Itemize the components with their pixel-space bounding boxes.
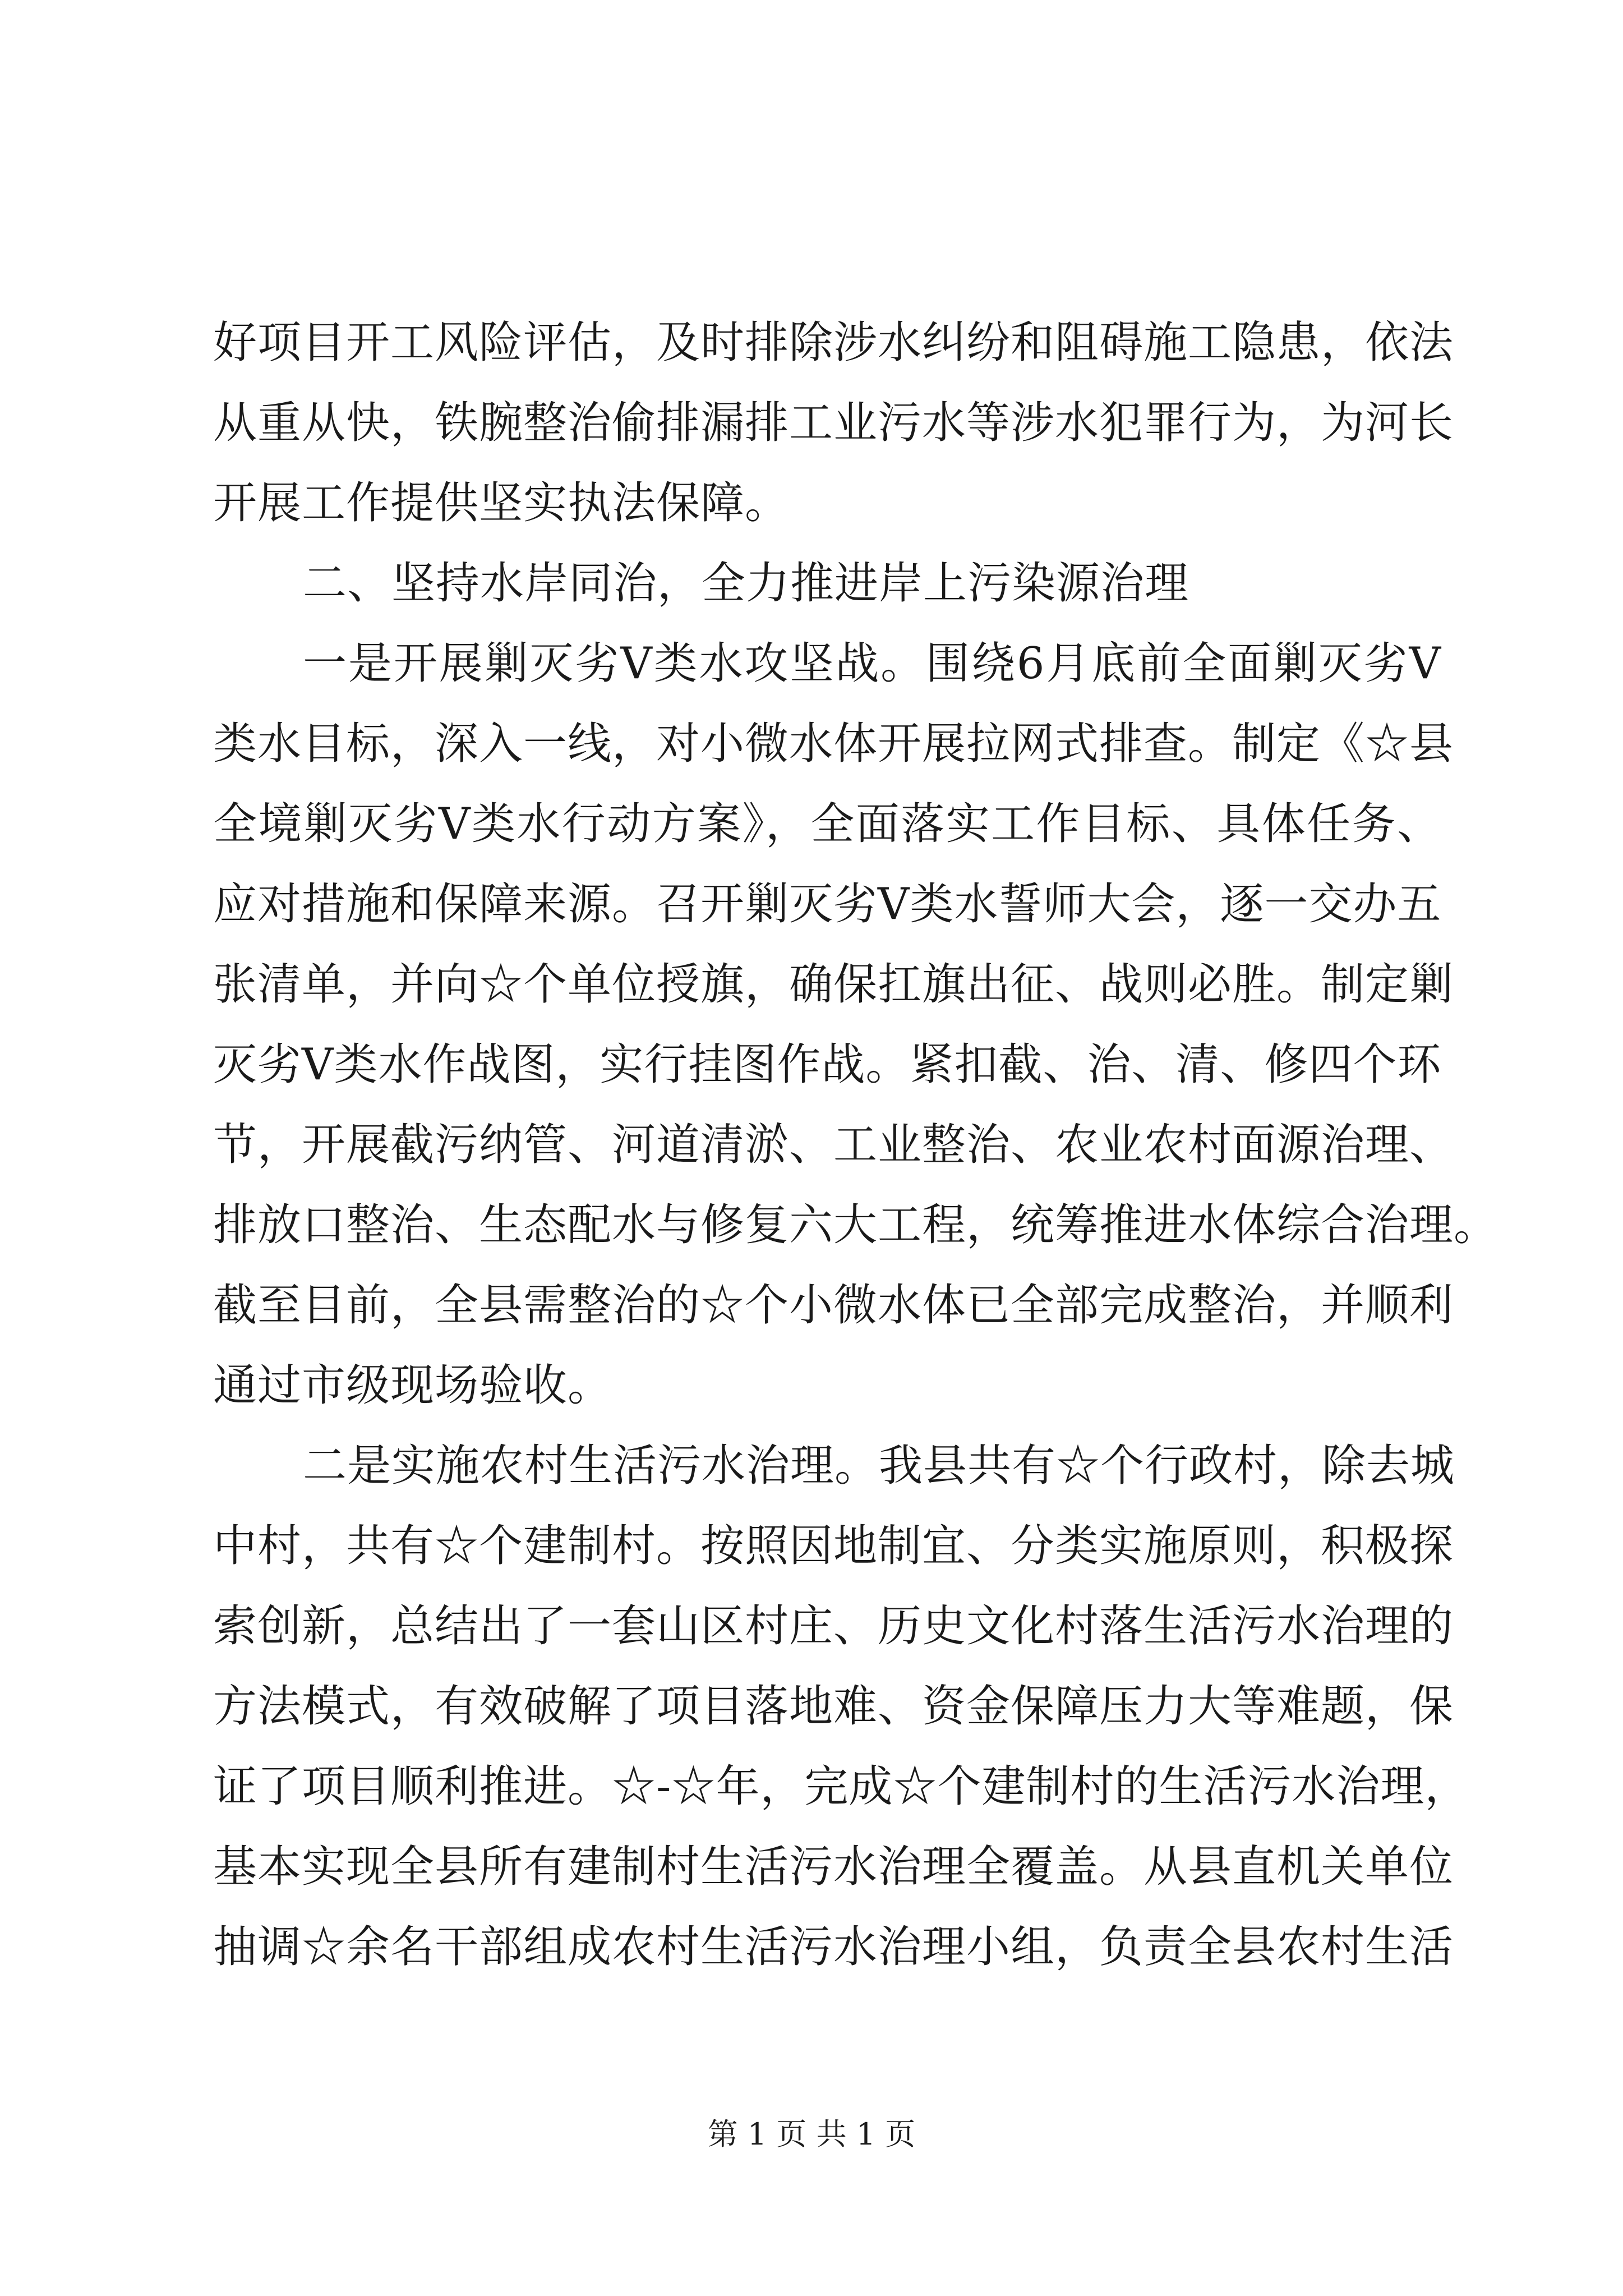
body-text bbox=[213, 303, 1498, 1987]
text-line: 二是实施农村生活污水治理。我县共有☆个行政村，除去城 bbox=[303, 1441, 1455, 1491]
page-number-footer: 第 1 页 共 1 页 bbox=[707, 2116, 916, 2152]
text-line: 从重从快，铁腕整治偷排漏排工业污水等涉水犯罪行为，为河长 bbox=[213, 398, 1454, 448]
text-line: 好项目开工风险评估，及时排除涉水纠纷和阻碍施工隐患，依法 bbox=[213, 318, 1454, 368]
text-line: 方法模式，有效破解了项目落地难、资金保障压力大等难题，保 bbox=[213, 1681, 1454, 1732]
text-line: 基本实现全县所有建制村生活污水治理全覆盖。从县直机关单位 bbox=[213, 1842, 1454, 1892]
text-line: 通过市级现场验收。 bbox=[213, 1360, 612, 1411]
section-heading: 二、坚持水岸同治，全力推进岸上污染源治理 bbox=[303, 558, 1189, 609]
text-line: 节，开展截污纳管、河道清淤、工业整治、农业农村面源治理、 bbox=[213, 1120, 1454, 1170]
text-line: 开展工作提供坚实执法保障。 bbox=[213, 478, 790, 528]
text-line: 张清单，并向☆个单位授旗，确保扛旗出征、战则必胜。制定剿 bbox=[213, 959, 1454, 1010]
text-line: 证了项目顺利推进。☆-☆年，完成☆个建制村的生活污水治理， bbox=[213, 1761, 1469, 1812]
text-line: 索创新，总结出了一套山区村庄、历史文化村落生活污水治理的 bbox=[213, 1601, 1454, 1651]
text-line: 中村，共有☆个建制村。按照因地制宜、分类实施原则，积极探 bbox=[213, 1521, 1454, 1571]
text-line: 一是开展剿灭劣Ⅴ类水攻坚战。围绕6月底前全面剿灭劣Ⅴ bbox=[303, 638, 1441, 689]
text-line: 应对措施和保障来源。召开剿灭劣Ⅴ类水誓师大会，逐一交办五 bbox=[213, 879, 1442, 930]
text-line: 全境剿灭劣Ⅴ类水行动方案》，全面落实工作目标、具体任务、 bbox=[213, 799, 1441, 849]
text-line: 抽调☆余名干部组成农村生活污水治理小组，负责全县农村生活 bbox=[213, 1922, 1454, 1972]
text-line: 截至目前，全县需整治的☆个小微水体已全部完成整治，并顺利 bbox=[213, 1280, 1454, 1331]
text-line: 排放口整治、生态配水与修复六大工程，统筹推进水体综合治理。 bbox=[213, 1200, 1498, 1250]
text-line: 类水目标，深入一线，对小微水体开展拉网式排查。制定《☆县 bbox=[213, 719, 1454, 769]
text-line: 灭劣Ⅴ类水作战图，实行挂图作战。紧扣截、治、清、修四个环 bbox=[213, 1039, 1442, 1090]
